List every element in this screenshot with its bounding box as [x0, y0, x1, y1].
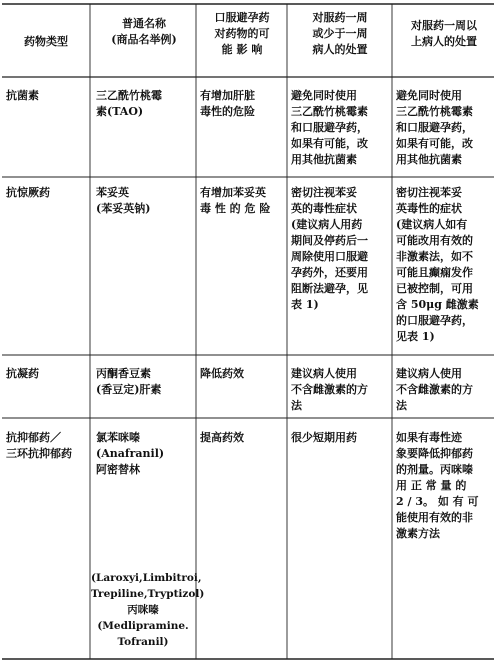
header-drug-type: 药物类型 [24, 35, 68, 48]
row4-oc-effect: 提高药效 [200, 431, 244, 444]
row1-oc-effect: 有增加肝脏 毒性的危险 [200, 89, 255, 118]
row3-short-term: 建议病人使用 不含雌激素的方 法 [291, 367, 368, 412]
row2-oc-effect: 有增加苯妥英 毒 性 的 危 险 [200, 186, 271, 215]
row3-oc-effect: 降低药效 [200, 367, 244, 380]
header-oc-effect: 口服避孕药 对药物的可 能 影 响 [214, 11, 270, 56]
row4-short-term: 很少短期用药 [291, 431, 357, 444]
row4-common-name-b: (Laroxyi,Limbitroi, Trepiline,Tryptizol) 丙咪嗪 (Medlipramine. Tofranil) [91, 572, 205, 648]
row3-drug-type: 抗凝药 [6, 367, 39, 380]
header-common-name: 普通名称 (商品名举例) [111, 17, 177, 46]
row3-common-name: 丙酮香豆素 (香豆定)肝素 [96, 367, 162, 396]
row4-drug-type: 抗抑郁药／ 三环抗抑郁药 [6, 431, 72, 460]
row1-short-term: 避免同时使用 三乙酰竹桃霉素 和口服避孕药， 如果有可能，改 用其他抗菌素 [291, 89, 368, 166]
row4-common-name-a: 氯苯咪嗪 (Anafranil) 阿密替林 [96, 431, 165, 476]
row2-long-term: 密切注视苯妥 英毒性的症状 (建议病人如有 可能改用有效的 非激素法，如不 可能且癫痫发作 已被控制，可用 含 50μg 雌激素 的口服避孕药， 见表 1) [396, 186, 479, 343]
row2-drug-type: 抗惊厥药 [6, 186, 50, 199]
row4-long-term: 如果有毒性迹 象要降低抑郁药 的剂量。丙咪嗪 用 正 常 量 的 2 / 3。 如 有 可 能使用有效的非 激素方法 [396, 431, 479, 540]
row1-drug-type: 抗菌素 [6, 89, 39, 102]
header-short-term: 对服药一周 或少于一周 病人的处置 [312, 11, 368, 56]
row2-short-term: 密切注视苯妥 英的毒性症状 (建议病人用药 期间及停药后一 周除使用口服避 孕药外，还要用 阻断法避孕，见 表 1) [291, 186, 368, 311]
row1-long-term: 避免同时使用 三乙酰竹桃霉素 和口服避孕药， 如果有可能，改 用其他抗菌素 [396, 89, 473, 166]
row1-common-name: 三乙酰竹桃霉 素(TAO) [96, 89, 162, 118]
row3-long-term: 建议病人使用 不含雌激素的方 法 [396, 367, 473, 412]
header-long-term: 对服药一周以 上病人的处置 [411, 19, 477, 48]
row2-common-name: 苯妥英 (苯妥英钠) [96, 186, 151, 215]
